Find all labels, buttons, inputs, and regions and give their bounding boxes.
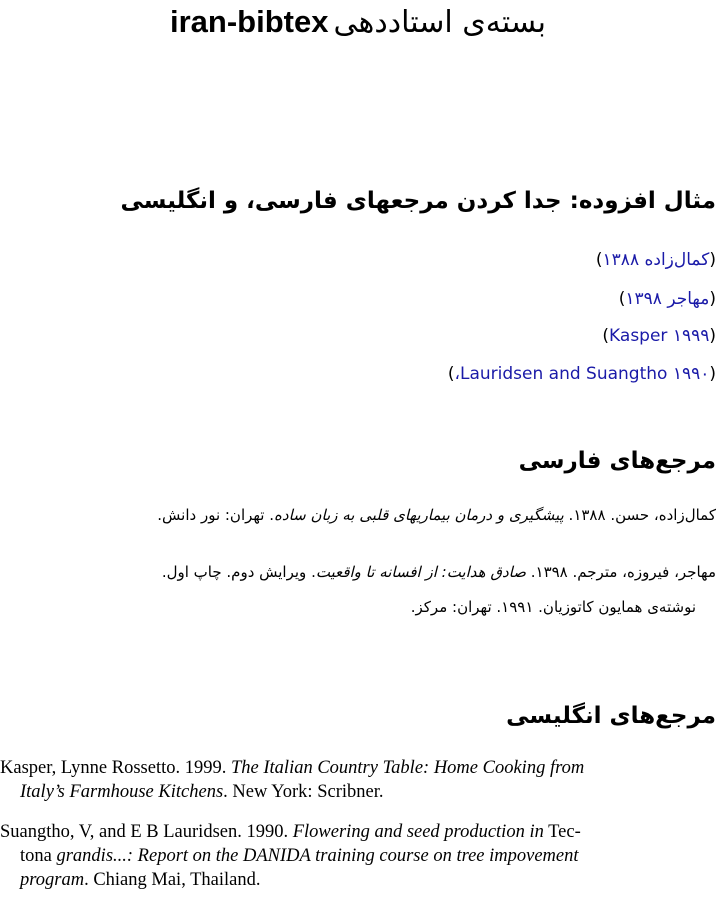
citation-link[interactable]: ۱۹۹۰ Lauridsen and Suangtho،: [454, 364, 710, 384]
english-ref-1: [0, 756, 716, 804]
citation-4: [448, 364, 716, 384]
ref-author-year: Kasper, Lynne Rossetto. 1999.: [0, 758, 231, 778]
citation-1: [596, 250, 716, 270]
persian-ref-2: [162, 563, 716, 581]
english-ref-line: [0, 756, 716, 780]
ref-publisher: . Chiang Mai, Thailand.: [84, 870, 261, 890]
persian-refs-heading: مرجع‌های فارسی: [518, 448, 716, 474]
ref-title: Flowering and seed production in: [292, 822, 544, 842]
ref-tail: . ویرایش دوم. چاپ اول.: [161, 563, 316, 581]
citation-close-paren: ): [447, 364, 455, 384]
ref-author-year: Suangtho, V, and E B Lauridsen. 1990.: [0, 822, 293, 842]
citation-open-paren: (: [709, 326, 716, 346]
english-ref-line: [0, 780, 716, 804]
ref-lead: کمال‌زاده، حسن. ۱۳۸۸.: [563, 506, 716, 524]
persian-ref-2-line-2: نوشته‌ی همایون کاتوزیان. ۱۹۹۱. تهران: مرکز.: [410, 598, 696, 616]
citation-open-paren: (: [709, 364, 716, 384]
citation-link[interactable]: کمال‌زاده ۱۳۸۸: [602, 250, 710, 270]
english-ref-2: [0, 820, 716, 892]
example-heading: مثال افزوده: جدا کردن مرجعهای فارسی، و انگلیسی: [120, 188, 716, 214]
persian-ref-1: [157, 506, 716, 524]
ref-lead: مهاجر، فیروزه، مترجم. ۱۳۹۸.: [525, 563, 716, 581]
page-title-en: iran-bibtex: [169, 4, 329, 39]
ref-title: The Italian Country Table: Home Cooking from: [231, 758, 585, 778]
english-ref-line: [0, 868, 716, 892]
ref-title: پیشگیری و درمان بیماریهای قلبی به زبان ساده: [274, 506, 564, 524]
citation-link[interactable]: ۱۹۹۹ Kasper: [609, 326, 710, 346]
ref-title: صادق هدایت: از افسانه تا واقعیت: [315, 563, 526, 581]
citation-close-paren: ): [618, 289, 626, 309]
ref-title: program: [20, 870, 85, 890]
ref-title: Italy’s Farmhouse Kitchens: [20, 782, 224, 802]
page-title-fa: بسته‌ی استاددهی: [333, 5, 547, 40]
ref-tail: . تهران: نور دانش.: [157, 506, 275, 524]
ref-title-plain: tona: [20, 846, 57, 866]
citation-close-paren: ): [602, 326, 610, 346]
citation-open-paren: (: [709, 250, 716, 270]
citation-2: [619, 289, 716, 309]
citation-open-paren: (: [709, 289, 716, 309]
citation-3: [602, 326, 716, 346]
english-ref-line: [0, 820, 716, 844]
english-ref-line: [0, 844, 716, 868]
citation-close-paren: ): [595, 250, 603, 270]
ref-title: grandis...: Report on the DANIDA training course on tree impovement: [56, 846, 579, 866]
english-refs-heading: مرجع‌های انگلیسی: [506, 703, 716, 729]
ref-title-plain: Tec-: [543, 822, 581, 842]
page-title: [0, 4, 716, 40]
citation-link[interactable]: مهاجر ۱۳۹۸: [625, 289, 710, 309]
ref-publisher: . New York: Scribner.: [223, 782, 384, 802]
